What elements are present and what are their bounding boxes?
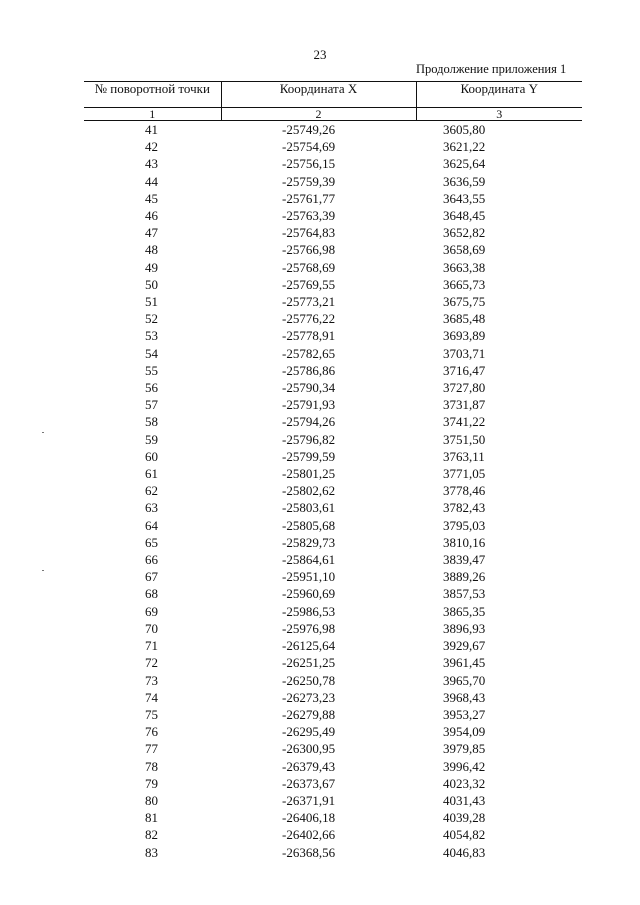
table-header-row [84, 82, 582, 108]
coordinate-y-cell: 3810,16 [443, 534, 486, 550]
table-row [84, 190, 582, 207]
point-number-cell: 68 [145, 586, 158, 602]
coordinate-x-cell: -26250,78 [282, 672, 336, 688]
table-row [84, 568, 582, 585]
coordinate-x-cell: -25768,69 [282, 259, 336, 275]
coordinate-x-cell: -25801,25 [282, 466, 336, 482]
margin-mark [42, 570, 44, 571]
point-number-cell: 50 [145, 276, 158, 292]
coordinate-x-cell: -25763,39 [282, 208, 336, 224]
coordinate-y-cell: 3954,09 [443, 724, 486, 740]
coordinate-y-cell: 4046,83 [443, 844, 486, 860]
point-number-cell: 45 [145, 190, 158, 206]
table-row [84, 345, 582, 362]
coordinate-y-cell: 4023,32 [443, 775, 486, 791]
point-number-cell: 83 [145, 844, 158, 860]
coordinate-y-cell: 3652,82 [443, 225, 486, 241]
coordinate-y-cell: 3685,48 [443, 311, 486, 327]
coordinate-y-cell: 3727,80 [443, 380, 486, 396]
table-row [84, 534, 582, 551]
coordinate-x-cell: -25976,98 [282, 620, 336, 636]
coordinate-y-cell: 3929,67 [443, 638, 486, 654]
coordinate-x-cell: -25796,82 [282, 431, 336, 447]
table-row [84, 826, 582, 843]
table-row [84, 706, 582, 723]
point-number-cell: 78 [145, 758, 158, 774]
coordinate-y-cell: 3625,64 [443, 156, 486, 172]
table-row [84, 585, 582, 602]
coordinate-x-cell: -25778,91 [282, 328, 336, 344]
point-number-cell: 72 [145, 655, 158, 671]
coordinate-x-cell: -25761,77 [282, 190, 336, 206]
coordinate-y-cell: 4054,82 [443, 827, 486, 843]
header-point: № поворотной точки [84, 82, 221, 108]
column-number: 2 [221, 108, 416, 121]
coordinate-x-cell: -25773,21 [282, 294, 336, 310]
table-row [84, 654, 582, 671]
coordinate-y-cell: 3658,69 [443, 242, 486, 258]
column-number-row [84, 108, 582, 121]
table-row [84, 465, 582, 482]
coordinate-y-cell: 3771,05 [443, 466, 486, 482]
point-number-cell: 56 [145, 380, 158, 396]
table-row [84, 293, 582, 310]
point-number-cell: 61 [145, 466, 158, 482]
point-number-cell: 43 [145, 156, 158, 172]
coordinate-x-cell: -26251,25 [282, 655, 336, 671]
table-row [84, 723, 582, 740]
point-number-cell: 67 [145, 569, 158, 585]
table-row [84, 241, 582, 258]
point-number-cell: 59 [145, 431, 158, 447]
table-row [84, 637, 582, 654]
coordinate-y-cell: 3953,27 [443, 706, 486, 722]
table-row [84, 396, 582, 413]
table-row [84, 499, 582, 516]
point-number-cell: 75 [145, 706, 158, 722]
margin-mark [42, 432, 44, 433]
coordinate-y-cell: 3889,26 [443, 569, 486, 585]
table-row [84, 327, 582, 344]
table-row [84, 276, 582, 293]
point-number-cell: 70 [145, 620, 158, 636]
coordinate-y-cell: 3741,22 [443, 414, 486, 430]
coordinate-y-cell: 3663,38 [443, 259, 486, 275]
point-number-cell: 49 [145, 259, 158, 275]
coordinate-x-cell: -25782,65 [282, 345, 336, 361]
table-row [84, 672, 582, 689]
coordinate-x-cell: -25790,34 [282, 380, 336, 396]
table-row [84, 844, 582, 861]
coordinate-y-cell: 3763,11 [443, 448, 485, 464]
coordinate-x-cell: -25776,22 [282, 311, 336, 327]
coordinate-x-cell: -26273,23 [282, 689, 336, 705]
point-number-cell: 81 [145, 810, 158, 826]
coordinate-x-cell: -25794,26 [282, 414, 336, 430]
coordinate-y-cell: 3795,03 [443, 517, 486, 533]
coordinate-x-cell: -25951,10 [282, 569, 336, 585]
coordinate-y-cell: 3965,70 [443, 672, 486, 688]
coordinate-y-cell: 3648,45 [443, 208, 486, 224]
header-coordinate-y: Координата Y [416, 82, 582, 108]
coordinate-x-cell: -26379,43 [282, 758, 336, 774]
coordinate-y-cell: 3605,80 [443, 122, 486, 137]
coordinate-x-cell: -25749,26 [282, 122, 336, 137]
point-number-cell: 63 [145, 500, 158, 516]
coordinate-y-cell: 3979,85 [443, 741, 486, 757]
coordinate-y-cell: 4039,28 [443, 810, 486, 826]
coordinates-table [84, 81, 582, 861]
coordinate-y-cell: 3961,45 [443, 655, 486, 671]
coordinate-y-cell: 3621,22 [443, 139, 486, 155]
point-number-cell: 47 [145, 225, 158, 241]
table-row [84, 775, 582, 792]
coordinate-y-cell: 3693,89 [443, 328, 486, 344]
column-number: 1 [84, 108, 221, 121]
point-number-cell: 48 [145, 242, 158, 258]
point-number-cell: 62 [145, 483, 158, 499]
coordinate-x-cell: -25766,98 [282, 242, 336, 258]
coordinate-x-cell: -26125,64 [282, 638, 336, 654]
point-number-cell: 51 [145, 294, 158, 310]
table-row [84, 792, 582, 809]
table-row [84, 379, 582, 396]
point-number-cell: 44 [145, 173, 158, 189]
coordinate-y-cell: 3731,87 [443, 397, 486, 413]
coordinate-x-cell: -25799,59 [282, 448, 336, 464]
coordinate-y-cell: 3675,75 [443, 294, 486, 310]
table-row [84, 138, 582, 155]
table-row [84, 448, 582, 465]
coordinate-x-cell: -25791,93 [282, 397, 336, 413]
coordinate-y-cell: 3968,43 [443, 689, 486, 705]
coordinate-y-cell: 3716,47 [443, 362, 486, 378]
coordinate-x-cell: -26402,66 [282, 827, 336, 843]
coordinate-y-cell: 3896,93 [443, 620, 486, 636]
coordinate-x-cell: -25829,73 [282, 534, 336, 550]
point-number-cell: 42 [145, 139, 158, 155]
point-number-cell: 60 [145, 448, 158, 464]
point-number-cell: 79 [145, 775, 158, 791]
coordinate-x-cell: -25764,83 [282, 225, 336, 241]
coordinate-x-cell: -25803,61 [282, 500, 336, 516]
point-number-cell: 64 [145, 517, 158, 533]
coordinate-x-cell: -26295,49 [282, 724, 336, 740]
coordinate-y-cell: 3996,42 [443, 758, 486, 774]
point-number-cell: 82 [145, 827, 158, 843]
table-row [84, 431, 582, 448]
page-number: 23 [313, 47, 327, 62]
point-number-cell: 66 [145, 552, 158, 568]
coordinate-y-cell: 3778,46 [443, 483, 486, 499]
point-number-cell: 74 [145, 689, 158, 705]
point-number-cell: 77 [145, 741, 158, 757]
point-number-cell: 57 [145, 397, 158, 413]
point-number-cell: 58 [145, 414, 158, 430]
coordinate-x-cell: -26300,95 [282, 741, 336, 757]
point-number-cell: 54 [145, 345, 158, 361]
coordinate-x-cell: -25756,15 [282, 156, 336, 172]
coordinate-x-cell: -25960,69 [282, 586, 336, 602]
table-row [84, 310, 582, 327]
coordinate-y-cell: 3703,71 [443, 345, 486, 361]
coordinate-x-cell: -26406,18 [282, 810, 336, 826]
table-row [84, 551, 582, 568]
table-row [84, 517, 582, 534]
continuation-note: Продолжение приложения 1 [416, 62, 567, 76]
point-number-cell: 80 [145, 792, 158, 808]
coordinate-x-cell: -25754,69 [282, 139, 336, 155]
coordinate-y-cell: 4031,43 [443, 792, 486, 808]
table-row [84, 173, 582, 190]
table-row [84, 689, 582, 706]
table-row [84, 809, 582, 826]
coordinate-x-cell: -25986,53 [282, 603, 336, 619]
coordinate-y-cell: 3643,55 [443, 190, 486, 206]
table-row [84, 740, 582, 757]
coordinate-x-cell: -25805,68 [282, 517, 336, 533]
table-row [84, 362, 582, 379]
point-number-cell: 53 [145, 328, 158, 344]
point-number-cell: 46 [145, 208, 158, 224]
table-body [84, 121, 582, 861]
coordinate-x-cell: -26373,67 [282, 775, 336, 791]
coordinate-x-cell: -26279,88 [282, 706, 336, 722]
column-number: 3 [416, 108, 582, 121]
table-row [84, 413, 582, 430]
coordinate-y-cell: 3865,35 [443, 603, 486, 619]
table-row [84, 207, 582, 224]
point-number-cell: 76 [145, 724, 158, 740]
coordinate-x-cell: -25786,86 [282, 362, 336, 378]
table-row [84, 224, 582, 241]
point-number-cell: 65 [145, 534, 158, 550]
coordinate-y-cell: 3857,53 [443, 586, 486, 602]
point-number-cell: 71 [145, 638, 158, 654]
table-row [84, 620, 582, 637]
table-row [84, 259, 582, 276]
coordinate-y-cell: 3636,59 [443, 173, 486, 189]
point-number-cell: 52 [145, 311, 158, 327]
point-number-cell: 41 [145, 122, 158, 137]
coordinate-y-cell: 3665,73 [443, 276, 486, 292]
header-coordinate-x: Координата X [221, 82, 416, 108]
coordinate-y-cell: 3782,43 [443, 500, 486, 516]
table-row [84, 758, 582, 775]
coordinate-x-cell: -25864,61 [282, 552, 336, 568]
point-number-cell: 69 [145, 603, 158, 619]
coordinate-x-cell: -25759,39 [282, 173, 336, 189]
coordinate-x-cell: -26368,56 [282, 844, 336, 860]
coordinate-x-cell: -25769,55 [282, 276, 336, 292]
coordinate-x-cell: -26371,91 [282, 792, 336, 808]
point-number-cell: 55 [145, 362, 158, 378]
coordinate-x-cell: -25802,62 [282, 483, 336, 499]
table-row [84, 482, 582, 499]
table-row [84, 121, 582, 139]
table-row [84, 603, 582, 620]
coordinate-y-cell: 3751,50 [443, 431, 486, 447]
table-row [84, 155, 582, 172]
point-number-cell: 73 [145, 672, 158, 688]
coordinate-y-cell: 3839,47 [443, 552, 486, 568]
